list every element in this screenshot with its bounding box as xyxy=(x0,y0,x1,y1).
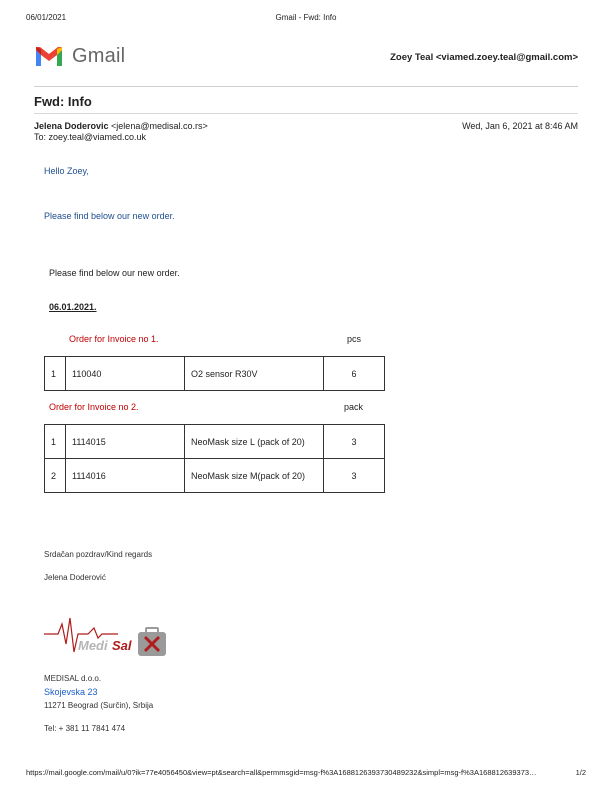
recipient: To: zoey.teal@viamed.co.uk xyxy=(34,132,147,142)
forward-intro: Please find below our new order. xyxy=(44,211,175,221)
greeting: Hello Zoey, xyxy=(44,166,89,176)
print-title: Gmail - Fwd: Info xyxy=(275,13,337,22)
order-date: 06.01.2021. xyxy=(49,302,97,312)
row-code: 1114016 xyxy=(66,459,185,493)
row-no: 2 xyxy=(45,459,66,493)
print-date: 06/01/2021 xyxy=(26,13,67,22)
logo-text-sal: Sal xyxy=(112,638,132,653)
order1-table xyxy=(44,356,385,391)
order1-unit-header: pcs xyxy=(347,334,362,344)
order2-unit-header: pack xyxy=(344,402,364,412)
sender xyxy=(34,121,208,131)
order1-title: Order for Invoice no 1. xyxy=(69,334,159,344)
company-name: MEDISAL d.o.o. xyxy=(44,674,102,683)
row-description: NeoMask size M(pack of 20) xyxy=(185,459,324,493)
print-url: https://mail.google.com/mail/u/0?ik=77e4056450&view=pt&search=all&permmsgid=msg-f%3A1688126393730489232&simpl=msg-f%3A168812639373… xyxy=(26,768,537,777)
order2-table xyxy=(44,424,385,493)
email-date: Wed, Jan 6, 2021 at 8:46 AM xyxy=(462,121,578,131)
account-email: Zoey Teal <viamed.zoey.teal@gmail.com> xyxy=(390,52,578,63)
row-description: NeoMask size L (pack of 20) xyxy=(185,425,324,459)
row-no: 1 xyxy=(45,425,66,459)
row-code: 110040 xyxy=(66,357,185,391)
order2-title: Order for Invoice no 2. xyxy=(49,402,139,412)
row-qty: 6 xyxy=(324,357,385,391)
address-street-link[interactable]: Skojevska 23 xyxy=(44,687,98,697)
page-number: 1/2 xyxy=(575,768,586,777)
gmail-wordmark: Gmail xyxy=(72,45,126,67)
medisal-logo xyxy=(44,614,168,660)
logo-text-medi: Medi xyxy=(78,638,108,653)
order-intro: Please find below our new order. xyxy=(49,268,180,278)
row-code: 1114015 xyxy=(66,425,185,459)
medical-case-icon xyxy=(138,628,166,656)
sender-name: Jelena Doderovic xyxy=(34,121,109,131)
subject-divider xyxy=(34,113,578,114)
row-no: 1 xyxy=(45,357,66,391)
sender-signature-name: Jelena Doderović xyxy=(44,573,106,582)
header-divider xyxy=(34,86,578,87)
row-qty: 3 xyxy=(324,459,385,493)
row-qty: 3 xyxy=(324,425,385,459)
table-row xyxy=(45,357,385,391)
address-city: 11271 Beograd (Surčin), Srbija xyxy=(44,701,154,710)
row-description: O2 sensor R30V xyxy=(185,357,324,391)
email-subject: Fwd: Info xyxy=(34,94,92,109)
phone-number: Tel: + 381 11 7841 474 xyxy=(44,724,126,733)
table-row xyxy=(45,459,385,493)
gmail-m-logo-icon xyxy=(34,44,64,68)
sign-off: Srdačan pozdrav/Kind regards xyxy=(44,550,153,559)
table-row xyxy=(45,425,385,459)
sender-email: <jelena@medisal.co.rs> xyxy=(111,121,208,131)
